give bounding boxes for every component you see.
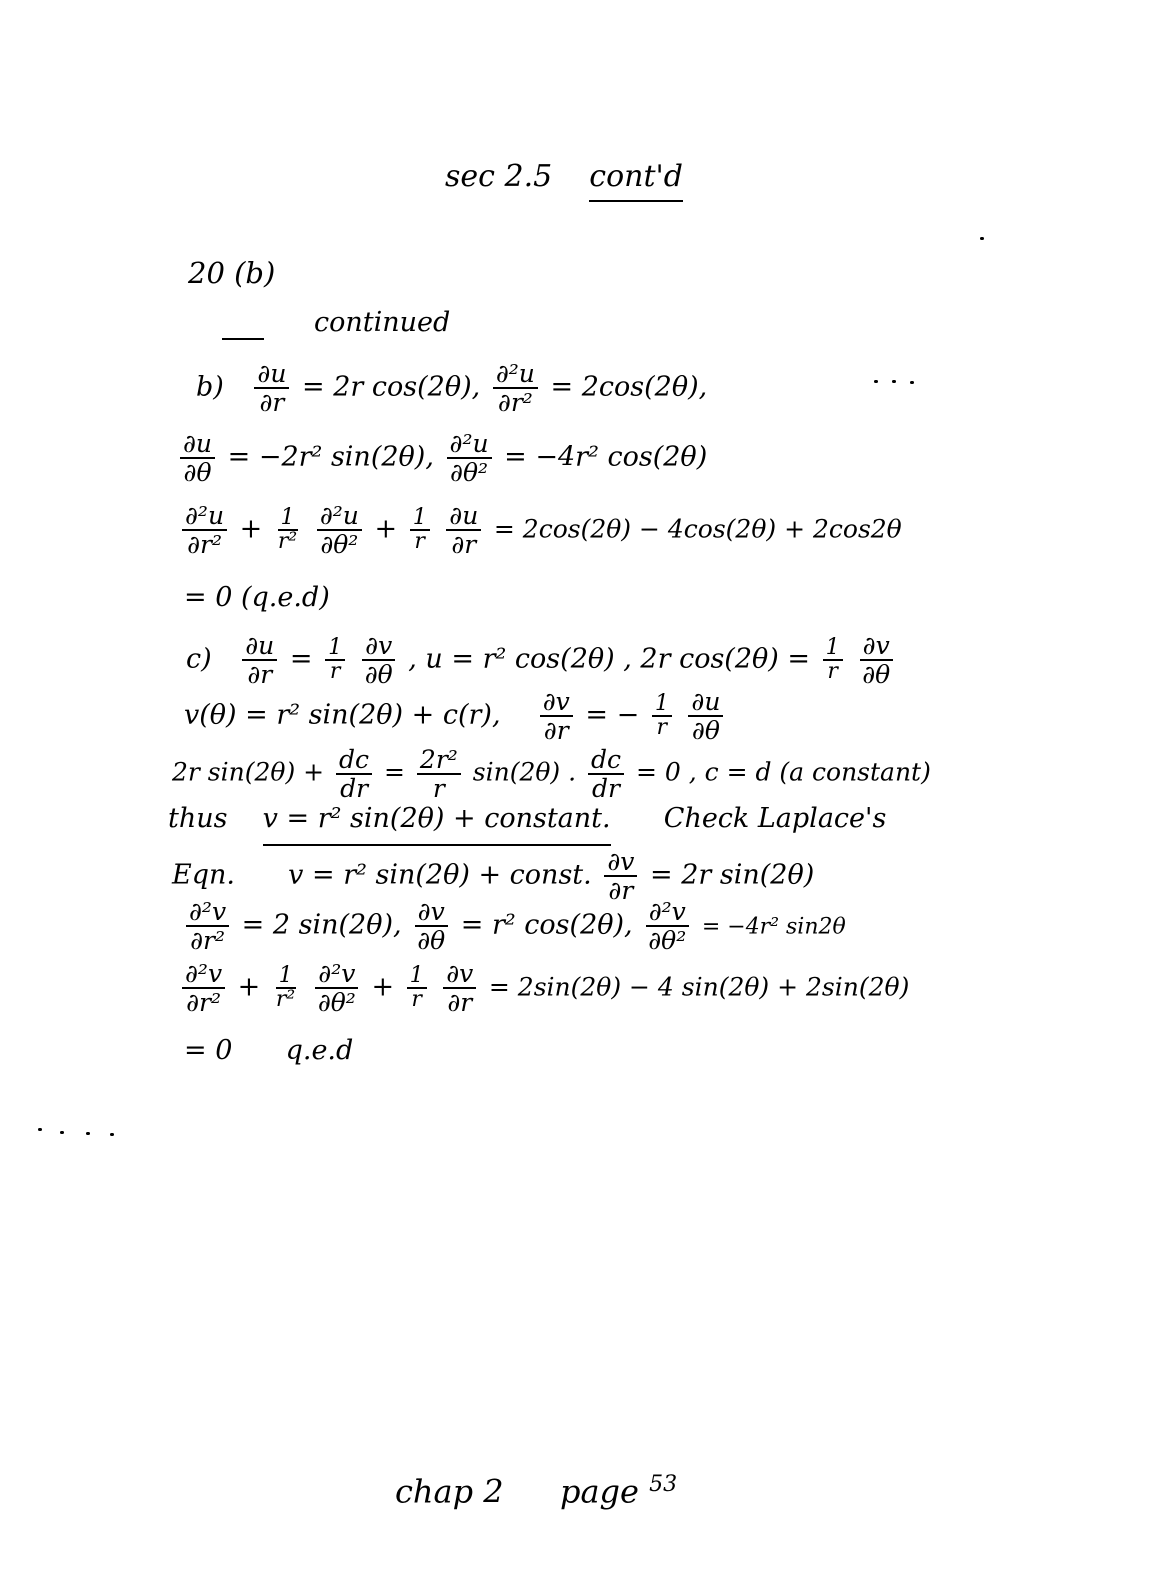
fraction: $\frac{\partial v}{\partial r}$ [604,848,637,904]
page-number: 53 [649,1472,678,1497]
margin-dash [222,338,264,340]
page-word: page [559,1472,639,1511]
fraction: $\frac{\partial u}{\partial r}$ [254,360,289,416]
page-title [445,159,683,194]
fraction: $\frac{\partial v}{\partial\theta}$ [414,898,448,954]
problem-number: 20 (b) [188,256,276,290]
fraction: $\frac{1}{r}$ [823,637,843,683]
continued-label: cont'd [589,159,683,202]
part-c-line-1: c) $\frac{\partial u}{\partial r}$ = $\frac{1}{r}$ $\frac{\partial v}{\partial\theta}$ , u = r² cos(2θ) , 2r cos(2θ) = $\frac{1}{r}$ $\frac{\partial v}{\partial\theta}$ [186,632,897,688]
scan-speck [892,380,896,383]
fraction: $\frac{\partial v}{\partial r}$ [443,960,476,1016]
page-footer [395,1470,678,1511]
equation-text: = 2 sin(2θ), [241,909,402,941]
part-c-line-7: $\frac{\text{∂²v}}{\text{∂r²}}$ + $\frac{1}{\text{r²}}$ $\frac{\text{∂²v}}{\text{∂θ²}}$ + $\frac{1}{r}$ $\frac{\partial v}{\partial r}$ = 2sin(2θ) − 4 sin(2θ) + 2sin(2θ) [178,960,909,1016]
fraction: $\frac{\text{∂²u}}{\text{∂θ²}}$ [317,502,362,558]
continued-note: continued [314,307,451,338]
equation-text: sin(2θ) . [472,757,577,787]
part-b-line-2 [176,430,707,486]
equation-text: , u = r² cos(2θ) , 2r cos(2θ) = [408,643,811,675]
fraction: $\frac{\partial u}{\partial r}$ [242,632,277,688]
fraction: $\frac{1}{r}$ [407,965,427,1011]
fraction: $\frac{\partial u}{\partial\theta}$ [180,430,215,486]
scan-speck [110,1133,114,1136]
part-b-label: b) [196,371,224,403]
fraction: $\frac{\text{∂²u}}{\text{∂r²}}$ [493,360,538,416]
equation-text: = −4r² sin2θ [701,914,846,940]
equation-text: v = r² sin(2θ) + const. [288,859,592,891]
fraction: $\frac{\text{∂²v}}{\text{∂r²}}$ [182,960,225,1016]
equation-text: = −4r² cos(2θ) [504,441,708,473]
fraction: $\frac{\partial v}{\partial\theta}$ [362,632,396,688]
fraction: $\frac{\text{∂²v}}{\text{∂θ²}}$ [315,960,359,1016]
result-expression: v = r² sin(2θ) + constant. [263,803,611,846]
equation-text: = 2cos(2θ), [550,371,708,403]
part-c-line-6 [182,898,846,954]
scan-speck [874,380,878,383]
fraction: $\frac{\partial v}{\partial r}$ [540,688,573,744]
fraction: $\frac{\text{∂²u}}{\text{∂θ²}}$ [447,430,492,486]
fraction: $\frac{1}{\text{r²}}$ [275,963,296,1012]
fraction: $\frac{\text{2r²}}{r}$ [417,746,461,802]
fraction: $\frac{1}{r}$ [652,693,672,739]
equation-text: v(θ) = r² sin(2θ) + c(r), [184,699,501,731]
fraction: $\frac{\partial u}{\partial r}$ [446,502,481,558]
fraction: $\frac{\text{∂²v}}{\text{∂r²}}$ [186,898,229,954]
equation-text: = −2r² sin(2θ), [227,441,434,473]
section-label: sec 2.5 [445,159,553,194]
equation-text: = 2r sin(2θ) [650,859,815,891]
part-c-line-3: 2r sin(2θ) + $\frac{dc}{dr}$ = $\frac{\text{2r²}}{r}$ sin(2θ) . $\frac{dc}{dr}$ = 0 , c = d (a constant) [172,745,931,803]
chapter-label: chap 2 [395,1472,504,1511]
scan-speck [86,1132,90,1135]
part-c-line-2: v(θ) = r² sin(2θ) + c(r), $\frac{\partial v}{\partial r}$ = − $\frac{1}{r}$ $\frac{\partial u}{\partial\theta}$ [184,688,727,744]
part-c-line-4: thus v = r² sin(2θ) + constant. Check Laplace's [168,804,886,834]
equation-text: = 0 , c = d (a constant) [635,757,931,787]
equation-text: = 2r cos(2θ), [302,371,481,403]
scan-speck [60,1131,64,1134]
scan-speck [38,1128,42,1131]
equation-text: = r² cos(2θ), [460,909,633,941]
equation-text: = 2sin(2θ) − 4 sin(2θ) + 2sin(2θ) [488,972,910,1002]
fraction: $\frac{dc}{dr}$ [336,746,372,802]
fraction: $\frac{\partial u}{\partial\theta}$ [688,688,723,744]
part-b-qed: = 0 (q.e.d) [184,582,330,613]
scan-speck [910,381,914,384]
fraction: $\frac{\text{∂²v}}{\text{∂θ²}}$ [645,898,689,954]
part-b-line-1 [196,360,707,416]
fraction: $\frac{\partial v}{\partial\theta}$ [859,632,893,688]
fraction: $\frac{\text{∂²u}}{\text{∂r²}}$ [182,502,227,558]
fraction: $\frac{1}{r}$ [410,507,430,553]
fraction: $\frac{1}{\text{r²}}$ [277,505,298,554]
part-b-line-3: $\frac{\text{∂²u}}{\text{∂r²}}$ + $\frac{1}{\text{r²}}$ $\frac{\text{∂²u}}{\text{∂θ²}}$ + $\frac{1}{r}$ $\frac{\partial u}{\partial r}$ = 2cos(2θ) − 4cos(2θ) + 2cos2θ [178,502,902,558]
part-c-label: c) [186,643,212,675]
part-c-line-5: Eqn. v = r² sin(2θ) + const. $\frac{\partial v}{\partial r}$ = 2r sin(2θ) [172,847,815,905]
equation-text: 2r sin(2θ) + [172,757,325,787]
fraction: $\frac{1}{r}$ [325,637,345,683]
equation-text: = 2cos(2θ) − 4cos(2θ) + 2cos2θ [493,514,902,544]
part-c-qed: = 0 q.e.d [184,1035,354,1066]
fraction: $\frac{dc}{dr}$ [588,746,624,802]
scan-speck [980,237,984,240]
